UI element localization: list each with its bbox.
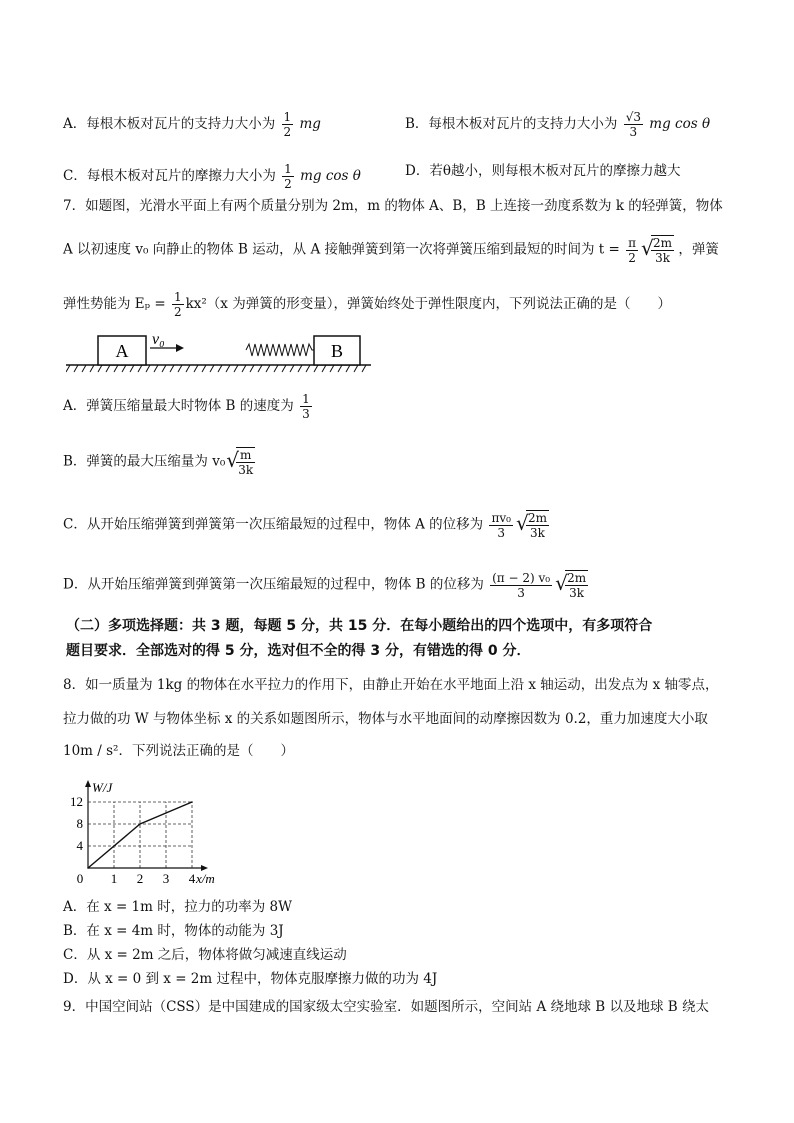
x-tick-label: 4: [188, 871, 196, 886]
q7-stem-line3: [63, 290, 671, 319]
fraction-pi-over-2: $\frac{\pi}{2}$: [628, 235, 637, 265]
x-tick-label: 2: [136, 871, 144, 886]
data-point: [139, 823, 141, 825]
q7-spring-figure: [66, 330, 376, 378]
sqrt-2m-over-3k: √ $\frac{2m}{3k}$: [515, 511, 547, 540]
section-header-line2: 题目要求．全部选对的得 5 分，选对但不全的得 3 分，有错选的得 0 分．: [66, 643, 531, 659]
q6-option-d-text: D．若θ越小，则每根木板对瓦片的摩擦力越大: [405, 163, 681, 179]
y-axis-arrow: [85, 780, 91, 787]
q8-stem-line1: 8．如一质量为 1kg 的物体在水平拉力的作用下，由静止开始在水平地面上沿 x 轴运动，出发点为 x 轴零点，: [63, 677, 719, 693]
data-point: [191, 801, 193, 803]
q9-stem-line1: 9．中国空间站（CSS）是中国建成的国家级太空实验室．如题图所示，空间站 A 绕地球 B 以及地球 B 绕太: [63, 999, 710, 1015]
x-tick-label: 3: [162, 871, 170, 886]
q7-stem-line3-b: kx²（x 为弹簧的形变量），弹簧始终处于弹性限度内，下列说法正确的是（ ）: [185, 296, 671, 312]
q8-option-b[interactable]: B．在 x = 4m 时，物体的动能为 3J: [63, 923, 284, 939]
spring: [246, 344, 314, 356]
velocity-label: v₀: [152, 331, 165, 348]
y-tick-label: 8: [76, 816, 83, 831]
q6-option-c[interactable]: [63, 162, 361, 191]
q8-option-c[interactable]: C．从 x = 2m 之后，物体将做匀减速直线运动: [63, 947, 347, 963]
q7-option-c-text: C．从开始压缩弹簧到弹簧第一次压缩最短的过程中，物体 A 的位移为: [63, 516, 484, 533]
fraction-half: $\frac{1}{2}$: [283, 110, 292, 139]
q7-option-b[interactable]: [63, 447, 255, 477]
fraction-sqrt3-over-3: $\frac{√3}{3}$: [625, 110, 641, 139]
q7-option-b-text: B．弹簧的最大压缩量为 v₀: [63, 453, 226, 470]
q7-option-c[interactable]: [63, 510, 549, 540]
q7-option-a[interactable]: [63, 392, 314, 421]
q7-stem-line2-b: ，弹簧: [678, 241, 719, 258]
y-tick-label: 4: [76, 838, 83, 853]
q7-stem-line2-a: A 以初速度 v₀ 向静止的物体 B 运动，从 A 接触弹簧到第一次将弹簧压缩到最短的时间为 t =: [63, 241, 620, 258]
q6-option-c-tail: mg cos θ: [300, 168, 361, 184]
q7-stem-line2: [63, 235, 719, 265]
q7-option-d[interactable]: [63, 570, 588, 600]
q6-option-a-tail: mg: [299, 116, 321, 132]
sqrt-m-over-3k: √ $\frac{m}{3k}$: [226, 448, 254, 477]
q6-option-b-text: B．每根木板对瓦片的支持力大小为: [405, 116, 618, 132]
q8-stem-line3: 10m / s²．下列说法正确的是（ ）: [63, 743, 294, 759]
x-tick-label: 1: [110, 871, 118, 886]
x-tick-label: 0: [76, 871, 84, 886]
q6-option-b-tail: mg cos θ: [649, 116, 711, 132]
block-b-label: B: [330, 341, 344, 361]
section-header-line1: （二）多项选择题：共 3 题，每题 5 分，共 15 分．在每小题给出的四个选项中，有多项符合: [66, 618, 653, 634]
sqrt-2m-over-3k: √ $\frac{2m}{3k}$: [555, 571, 587, 600]
q6-option-a[interactable]: [63, 110, 321, 139]
y-axis-label: W/J: [92, 780, 113, 795]
fraction-pi-v0-over-3: $\frac{\text{πv₀}}{3}$: [491, 510, 511, 540]
q8-option-d[interactable]: D．从 x = 0 到 x = 2m 过程中，物体克服摩擦力做的功为 4J: [63, 971, 438, 987]
q7-stem-line3-a: 弹性势能为 Eₚ =: [63, 296, 166, 312]
block-a-label: A: [115, 341, 129, 361]
fraction-pi-minus-2-v0-over-3: $\frac{\text{(π − 2) v₀}}{3}$: [492, 570, 551, 600]
q7-stem-line1: 7．如题图，光滑水平面上有两个质量分别为 2m，m 的物体 A、B，B 上连接一劲度系数为 k 的轻弹簧，物体: [63, 198, 723, 214]
q8-stem-line2: 拉力做的功 W 与物体坐标 x 的关系如题图所示，物体与水平地面间的动摩擦因数为 0.2，重力加速度大小取: [63, 711, 708, 727]
fraction-half: $\frac{1}{2}$: [284, 162, 292, 191]
q8-option-a[interactable]: A．在 x = 1m 时，拉力的功率为 8W: [63, 899, 292, 915]
fraction-half: $\frac{1}{2}$: [173, 290, 182, 319]
q6-option-b[interactable]: [405, 110, 710, 139]
q7-option-a-text: A．弹簧压缩量最大时物体 B 的速度为: [63, 398, 294, 414]
data-point: [87, 867, 89, 869]
sqrt-2m-over-3k: √ $\frac{2m}{3k}$: [641, 236, 673, 265]
fraction-one-third: $\frac{1}{3}$: [302, 392, 310, 421]
q8-work-chart: [62, 770, 232, 888]
x-axis-label: x/m: [196, 871, 215, 886]
q6-option-d[interactable]: [405, 162, 680, 180]
y-tick-label: 12: [70, 794, 83, 809]
q6-option-a-text: A．每根木板对瓦片的支持力大小为: [63, 116, 276, 132]
q7-option-d-text: D．从开始压缩弹簧到弹簧第一次压缩最短的过程中，物体 B 的位移为: [63, 576, 484, 593]
q6-option-c-text: C．每根木板对瓦片的摩擦力大小为: [63, 168, 276, 184]
